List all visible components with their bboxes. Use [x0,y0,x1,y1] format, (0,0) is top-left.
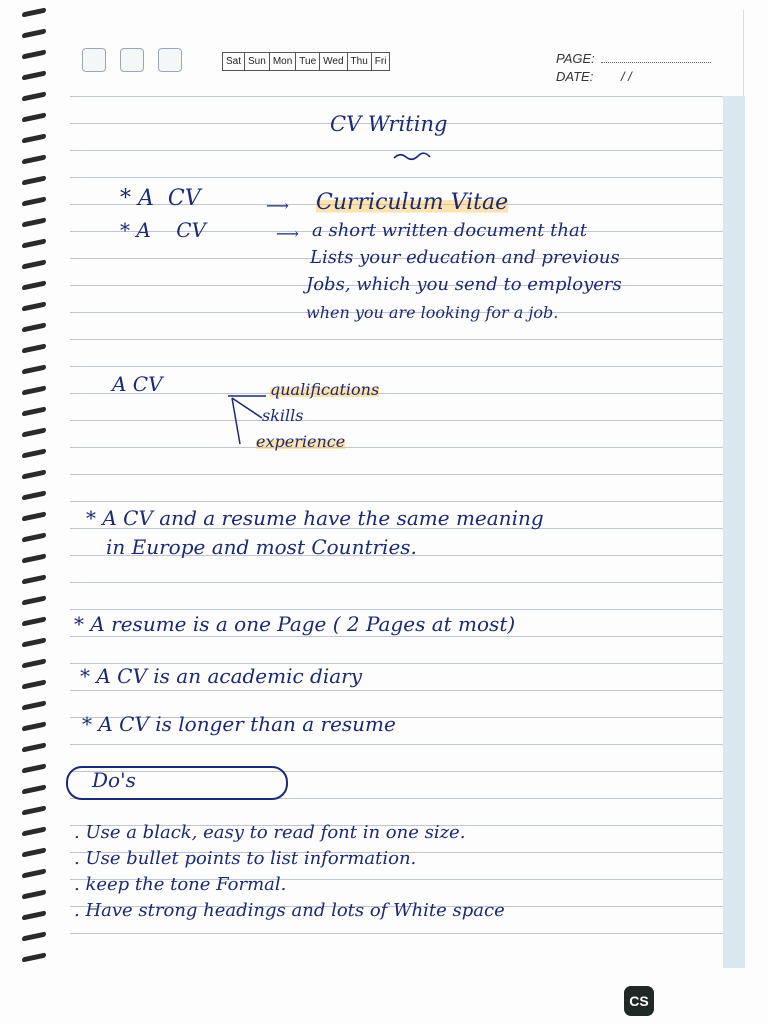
note-cv-academic: * A CV is an academic diary [80,664,363,688]
spiral-coil [22,427,46,437]
ruled-line [70,933,743,934]
spiral-coil [22,385,46,395]
ruled-line [70,96,743,97]
day-sat: Sat [223,53,245,70]
ruled-line [70,366,743,367]
spiral-coil [22,154,46,164]
spiral-coil [22,952,46,962]
spiral-coil [22,7,46,17]
spiral-coil [22,805,46,815]
spiral-coil [22,574,46,584]
day-fri: Fri [374,56,387,67]
spiral-coil [22,532,46,542]
header-box [158,48,182,72]
ruled-line [70,582,743,583]
spiral-coil [22,679,46,689]
spiral-coil [22,322,46,332]
header-boxes [82,48,182,72]
spiral-coil [22,742,46,752]
date-value: / / [620,69,632,84]
arrow-1-icon: ⟶ [266,196,289,215]
spiral-coil [22,91,46,101]
definition-line-1: a short written document that [312,220,587,241]
spiral-coil [22,658,46,668]
ruled-line [70,177,743,178]
note-resume-length: * A resume is a one Page ( 2 Pages at most) [74,612,516,636]
arrow-2-icon: ⟶ [276,224,299,243]
definition-line-3: Jobs, which you send to employers [306,274,622,295]
spiral-coil [22,616,46,626]
spiral-coil [22,511,46,521]
bullet-3: . keep the tone Formal. [74,874,287,895]
day-wed: Wed [320,53,347,70]
note-cv-resume-same: * A CV and a resume have the same meaning [86,506,544,530]
spiral-coil [22,280,46,290]
bullet-4: . Have strong headings and lots of White space [74,900,505,921]
spiral-coil [22,931,46,941]
day-tue: Tue [296,53,320,70]
spiral-coil [22,553,46,563]
spiral-coil [22,196,46,206]
spiral-coil [22,469,46,479]
day-sun: Sun [245,53,270,70]
spiral-coil [22,133,46,143]
spiral-coil [22,343,46,353]
cv-contents-lead: A CV [112,372,163,396]
spiral-coil [22,784,46,794]
ruled-line [70,420,743,421]
dos-heading: Do's [92,768,136,792]
date-label: DATE: [556,69,594,84]
spiral-coil [22,259,46,269]
day-mon: Mon [270,53,296,70]
ruled-line [70,474,743,475]
note-cv-resume-same-cont: in Europe and most Countries. [106,535,417,559]
spiral-coil [22,217,46,227]
note-title: CV Writing [330,112,448,136]
ruled-line [70,393,743,394]
content-skills: skills [262,406,304,425]
header-box [82,48,106,72]
cv-meaning: Curriculum Vitae [316,190,509,215]
spiral-coil [22,70,46,80]
spiral-coil [22,175,46,185]
content-experience: experience [256,432,346,451]
ruled-line [70,609,743,610]
definition-line-4: when you are looking for a job. [306,303,559,322]
spiral-coil [22,364,46,374]
spiral-coil [22,490,46,500]
spiral-coil [22,637,46,647]
definition-line-2: Lists your education and previous [310,247,620,268]
bullet-1: . Use a black, easy to read font in one size. [74,822,466,843]
spiral-coil [22,847,46,857]
spiral-coil [22,406,46,416]
spiral-coil [22,28,46,38]
spiral-coil [22,112,46,122]
spiral-coil [22,826,46,836]
day-thu: Thu [348,53,372,70]
header-box [120,48,144,72]
spiral-binding [22,10,48,970]
cv-line-1: * A CV [120,186,201,211]
spiral-coil [22,868,46,878]
ruled-line [70,447,743,448]
ruled-line [70,744,743,745]
cv-line-2: * A CV [120,218,206,242]
content-qualifications: qualifications [270,380,380,399]
spiral-coil [22,910,46,920]
page-edge-shadow [723,96,745,968]
ruled-line [70,690,743,691]
title-swash-icon [392,150,432,162]
page-date-block [556,50,711,86]
ruled-line [70,501,743,502]
spiral-coil [22,721,46,731]
spiral-coil [22,301,46,311]
page-label: PAGE: [556,51,595,66]
ruled-line [70,339,743,340]
camscanner-logo: CS [624,986,654,1016]
spiral-coil [22,49,46,59]
spiral-coil [22,889,46,899]
note-cv-longer: * A CV is longer than a resume [82,712,396,736]
spiral-coil [22,700,46,710]
ruled-line [70,636,743,637]
spiral-coil [22,595,46,605]
spiral-coil [22,238,46,248]
weekday-strip [222,52,390,71]
spiral-coil [22,763,46,773]
spiral-coil [22,448,46,458]
bullet-2: . Use bullet points to list information. [74,848,417,869]
